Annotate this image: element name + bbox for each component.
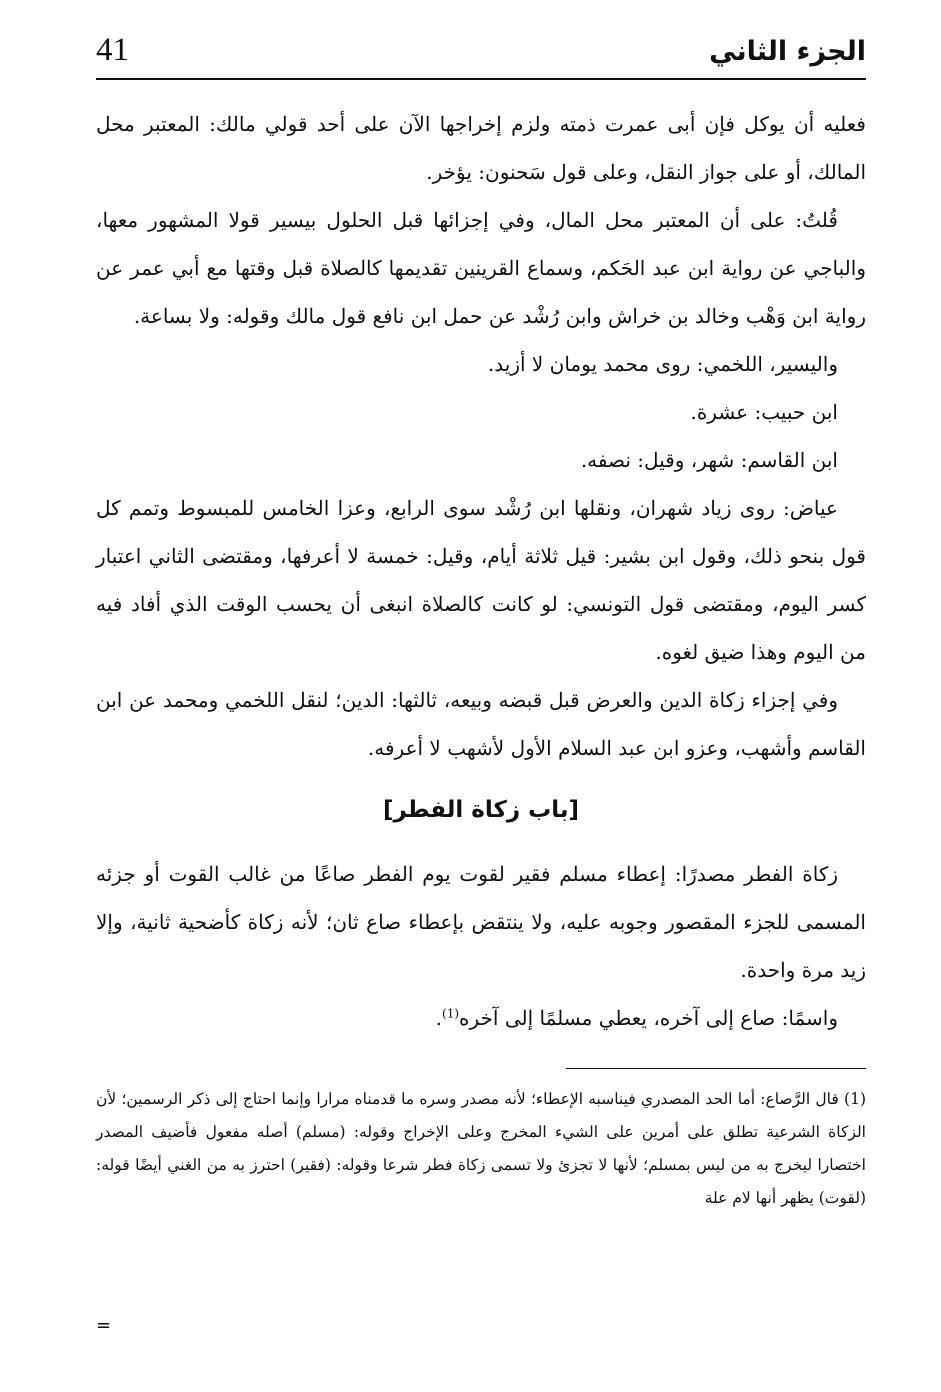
continued-mark: = [96,1315,112,1336]
paragraph: ابن حبيب: عشرة. [690,400,838,424]
paragraph-text: واسمًا: صاع إلى آخره، يعطي مسلمًا إلى آخره [459,1006,838,1030]
paragraph: فعليه أن يوكل فإن أبى عمرت ذمته ولزم إخراجها الآن على أحد قولي مالك: المعتبر محل المالك، أو على جواز النقل، وعلى قول سَحنون: يؤخر. [96,112,866,184]
paragraph: واليسير، اللخمي: روى محمد يومان لا أزيد. [487,352,838,376]
paragraph: عياض: روى زياد شهران، ونقلها ابن رُشْد سوى الرابع، وعزا الخامس للمبسوط وتمم كل قول بنحو ذلك، وقول ابن بشير: قيل ثلاثة أيام، وقيل: خمسة لا أعرفها، ومقتضى الثاني اعتبار كسر اليوم، ومقتضى قول التونسي: لو كانت كالصلاة انبغى أن يحسب الوقت الذي أفاد فيه من اليوم وهذا ضيق لغوه. [96,496,866,664]
chapter-title: [باب زكاة الفطر] [382,797,580,823]
paragraph: وفي إجزاء زكاة الدين والعرض قبل قبضه وبيعه، ثالثها: الدين؛ لنقل اللخمي ومحمد عن ابن القاسم وأشهب، وعزو ابن عبد السلام الأول لأشهب لا أعرفه. [96,688,866,760]
paragraph: قُلتُ: على أن المعتبر محل المال، وفي إجزائها قبل الحلول بيسير قولا المشهور معها، والباجي عن رواية ابن عبد الحَكم، وسماع القرينين تقديمها كالصلاة قبل وقتها مع أبي عمر عن رواية ابن وَهْب وخالد بن خراش وابن رُشْد عن حمل ابن نافع قول مالك وقوله: ولا بساعة. [96,208,866,328]
paragraph: ابن القاسم: شهر، وقيل: نصفه. [580,448,838,472]
footnote-divider [566,1068,866,1069]
page-header [96,30,866,80]
sentence-end: . [435,1006,443,1030]
footnote-text: (1) قال الرَّصاع: أما الحد المصدري فيناسبه الإعطاء؛ لأنه مصدر وسره ما قدمناه مرارا وإنما احتاج إلى ذكر الرسمين؛ لأن الزكاة الشرعية تطلق على أمرين على الشيء المخرج وعلى الإخراج وقوله: (مسلم) أصله مفعول فأضيف المصدر اختصارا ليخرج به من ليس بمسلم؛ لأنها لا تجزئ ولا تسمى زكاة فطر شرعا وقوله: (فقير) احترز به من الغني أيضًا قوله: (لقوت) يظهر أنها لام علة [96,1090,866,1207]
running-title: الجزء الثاني [709,36,866,67]
book-page [96,30,866,1370]
footnotes [96,1083,866,1215]
page-number: 41 [96,32,129,68]
paragraph: زكاة الفطر مصدرًا: إعطاء مسلم فقير لقوت يوم الفطر صاعًا من غالب القوت أو جزئه المسمى للجزء المقصور وجوبه عليه، ولا ينتقض بإعطاء صاع ثان؛ لأنه زكاة كأضحية ثانية، وإلا زيد مرة واحدة. [96,862,866,982]
main-text [96,100,866,1042]
footnote-reference[interactable]: (1) [442,1006,460,1021]
paragraph-with-footnote [96,994,866,1042]
